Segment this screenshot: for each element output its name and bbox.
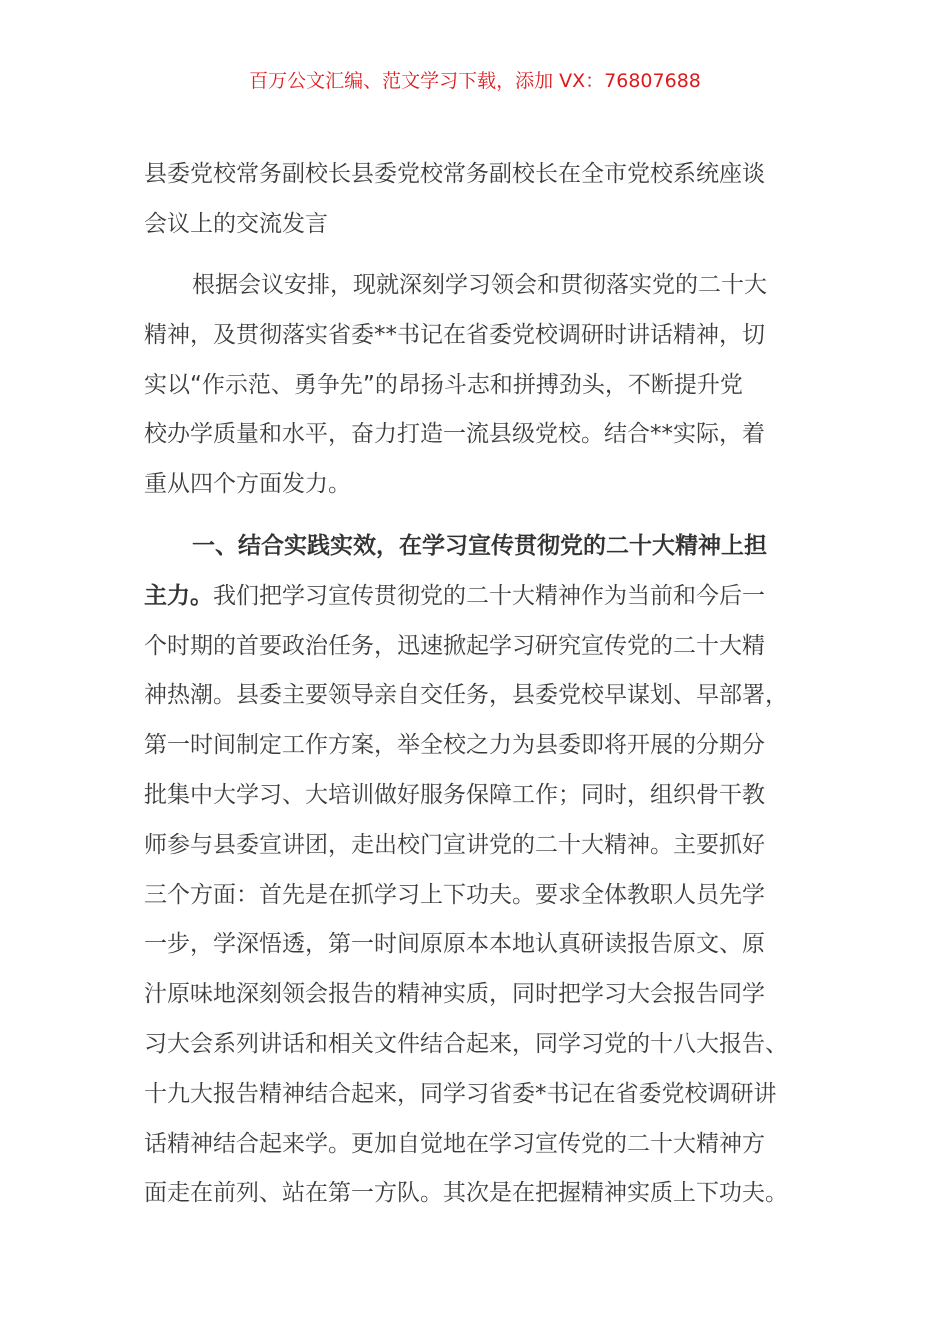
text-line: 根据会议安排，现就深刻学习领会和贯彻落实党的二十大 [192,272,767,298]
text-line: 一步，学深悟透，第一时间原原本本地认真研读报告原文、原 [144,931,765,958]
text-line: 精神，及贯彻落实省委**书记在省委党校调研时讲话精神，切 [144,321,765,348]
text-line: 实以“作示范、勇争先”的昂扬斗志和拼搏劲头，不断提升党 [144,371,743,398]
text-line: 三个方面：首先是在抓学习上下功夫。要求全体教职人员先学 [144,881,765,908]
text-line: 十九大报告精神结合起来，同学习省委*书记在省委党校调研讲 [144,1080,777,1107]
section-heading [144,522,804,572]
section-1 [144,522,804,1219]
text-line: 汁原味地深刻领会报告的精神实质，同时把学习大会报告同学 [144,981,765,1008]
watermark-banner: 百万公文汇编、范文学习下载，添加 VX：76807688 [249,70,701,92]
heading-text: 一、结合实践实效，在学习宣传贯彻党的二十大精神上担 [192,533,767,559]
text-line: 话精神结合起来学。更加自觉地在学习宣传党的二十大精神方 [144,1130,765,1157]
title-line: 会议上的交流发言 [144,210,328,237]
body-text: 我们把学习宣传贯彻党的二十大精神作为当前和今后一 [213,582,765,609]
text-line: 神热潮。县委主要领导亲自交任务，县委党校早谋划、早部署， [144,682,788,709]
heading-text: 主力。 [144,582,213,609]
text-line: 批集中大学习、大培训做好服务保障工作；同时，组织骨干教 [144,781,765,808]
text-line: 重从四个方面发力。 [144,471,351,498]
text-line: 个时期的首要政治任务，迅速掀起学习研究宣传党的二十大精 [144,632,765,659]
document-title [144,150,804,250]
title-line: 县委党校常务副校长县委党校常务副校长在全市党校系统座谈 [144,161,765,187]
text-line: 第一时间制定工作方案，举全校之力为县委即将开展的分期分 [144,732,765,759]
text-line: 习大会系列讲话和相关文件结合起来，同学习党的十八大报告、 [144,1030,788,1057]
text-line [144,572,804,622]
text-line: 面走在前列、站在第一方队。其次是在把握精神实质上下功夫。 [144,1180,788,1207]
text-line: 师参与县委宣讲团，走出校门宣讲党的二十大精神。主要抓好 [144,831,765,858]
paragraph-intro [144,261,804,510]
text-line: 校办学质量和水平，奋力打造一流县级党校。结合**实际，着 [144,421,765,448]
